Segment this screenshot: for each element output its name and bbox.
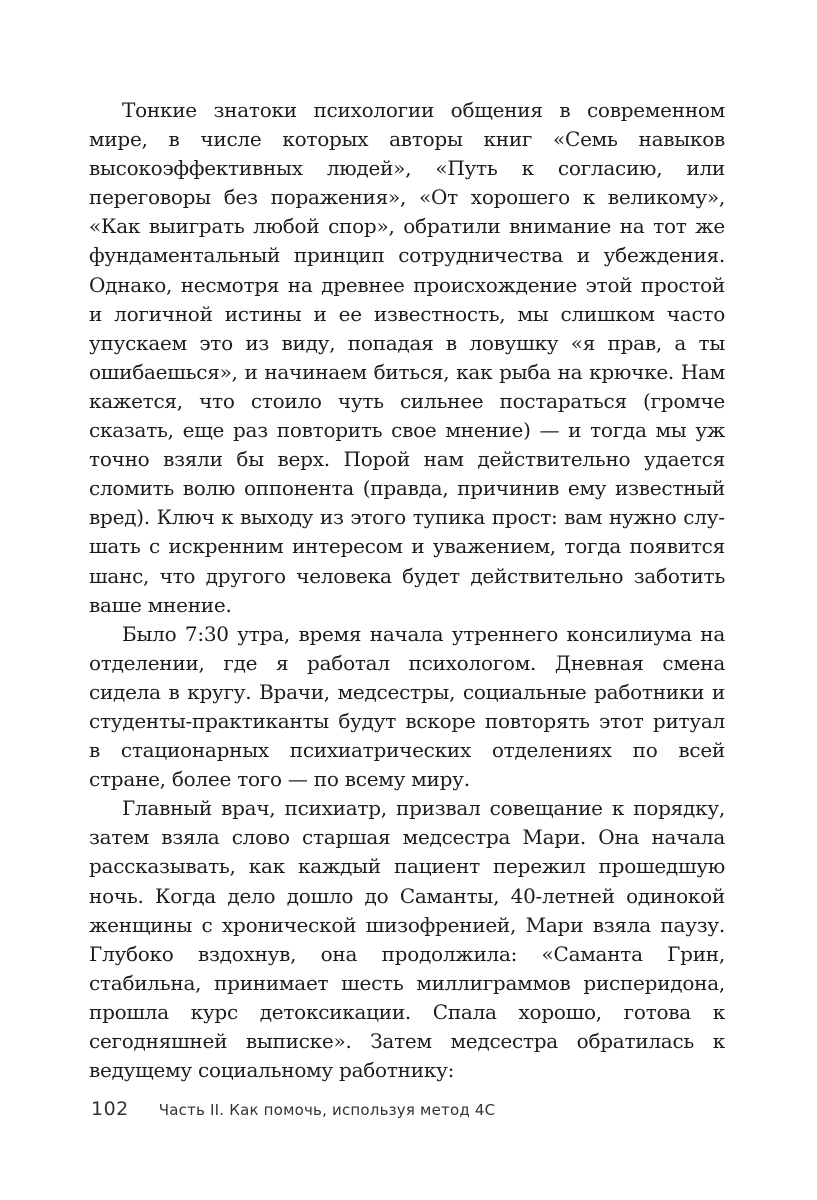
page-footer [91, 1098, 495, 1128]
body-text [89, 96, 725, 1085]
running-head: Часть II. Как помочь, используя метод 4С [158, 1101, 496, 1119]
page-number: 102 [91, 1098, 129, 1120]
paragraph: Тонкие знатоки психологии общения в современном мире, в числе которых авторы книг «Семь навыков высокоэффективных людей», «Путь к согласию, или переговоры без поражения», «От хорошего к великому», «Как выиграть любой спор», обратили внимание на тот же фундаментальный принцип сотрудничества и убеждения. Однако, несмотря на древнее происхождение этой простой и логичной истины и ее известность, мы слишком часто упускаем это из виду, попадая в ловушку «я прав, а ты ошибаешься», и начинаем биться, как рыба на крючке. Нам кажется, что стоило чуть сильнее постараться (громче сказать, еще раз повторить свое мнение) — и тогда мы уж точно взяли бы верх. Порой нам действительно удается сломить волю оппонента (правда, причинив ему известный вред). Ключ к выходу из этого тупика прост: вам нужно слушать с искренним интересом и уважением, тогда появится шанс, что другого человека будет действительно заботить ваше мнение. [89, 98, 725, 617]
paragraph: Главный врач, психиатр, призвал совещание к порядку, затем взяла слово старшая медсестра Мари. Она начала рассказывать, как каждый пациент пережил прошедшую ночь. Когда дело дошло до Саманты, 40-летней одинокой женщины с хронической шизофренией, Мари взяла паузу. Глубоко вздохнув, она продолжила: «Саманта Грин, стабильна, принимает шесть миллиграммов рисперидона, прошла курс детоксикации. Спала хорошо, готова к сегодняшней выписке». Затем медсестра обратилась к ведущему социальному работнику: [89, 796, 725, 1083]
paragraph: Было 7:30 утра, время начала утреннего консилиума на отделении, где я работал психологом. Дневная смена сидела в кругу. Врачи, медсестры, социальные работники и студенты-практиканты будут вскоре повторять этот ритуал в стационарных психиатрических отделениях по всей стране, более того — по всему миру. [89, 621, 725, 792]
